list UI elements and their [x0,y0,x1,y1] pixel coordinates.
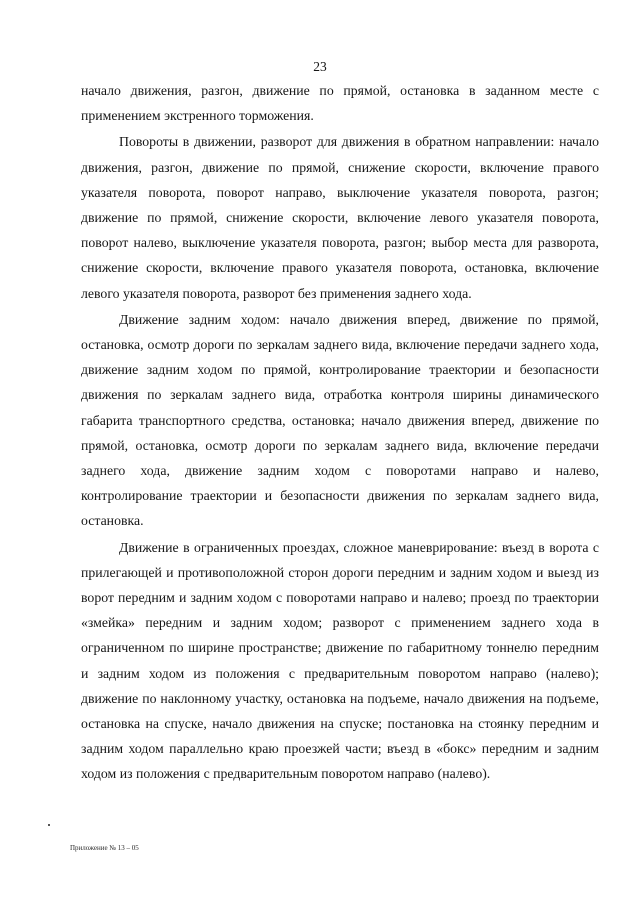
footer-note: Приложение № 13 – 05 [70,844,139,852]
page-number: 23 [313,59,327,74]
body-text [81,78,599,787]
paragraph-turns: Повороты в движении, разворот для движения в обратном направлении: начало движения, разгон, движение по прямой, снижение скорости, включение правого указателя поворота, поворот направо, выключение указателя поворота, разгон; движение по прямой, снижение скорости, включение левого указателя поворота, поворот налево, выключение указателя поворота, разгон; выбор места для разворота, снижение скорости, включение правого указателя поворота, остановка, включение левого указателя поворота, разворот без применения заднего хода. [81,134,599,301]
paragraph-maneuvering: Движение в ограниченных проездах, сложное маневрирование: въезд в ворота с прилегающей и противоположной сторон дороги передним и задним ходом и выезд из ворот передним и задним ходом с поворотами направо и налево; проезд по траектории «змейка» передним и задним ходом; разворот с применением заднего хода в ограниченном по ширине пространстве; движение по габаритному тоннелю передним и задним ходом из положения с предварительным поворотом направо (налево); движение по наклонному участку, остановка на подъеме, начало движения на подъеме, остановка на спуске, начало движения на спуске; постановка на стоянку передним и задним ходом параллельно краю проезжей части; въезд в «бокс» передним и задним ходом из положения с предварительным поворотом направо (налево). [81,539,599,782]
paragraph-continuation: начало движения, разгон, движение по прямой, остановка в заданном месте с применением экстренного торможения. [81,83,599,124]
scan-dot [48,824,50,826]
paragraph-reverse: Движение задним ходом: начало движения вперед, движение по прямой, остановка, осмотр дороги по зеркалам заднего вида, включение передачи заднего хода, движение задним ходом по прямой, контролирование траектории и безопасности движения по зеркалам заднего вида, отработка контроля ширины динамического габарита транспортного средства, остановка; начало движения вперед, движение по прямой, остановка, осмотр дороги по зеркалам заднего вида, включение передачи заднего хода, движение задним ходом с поворотами направо и налево, контролирование траектории и безопасности движения по зеркалам заднего вида, остановка. [81,311,599,529]
